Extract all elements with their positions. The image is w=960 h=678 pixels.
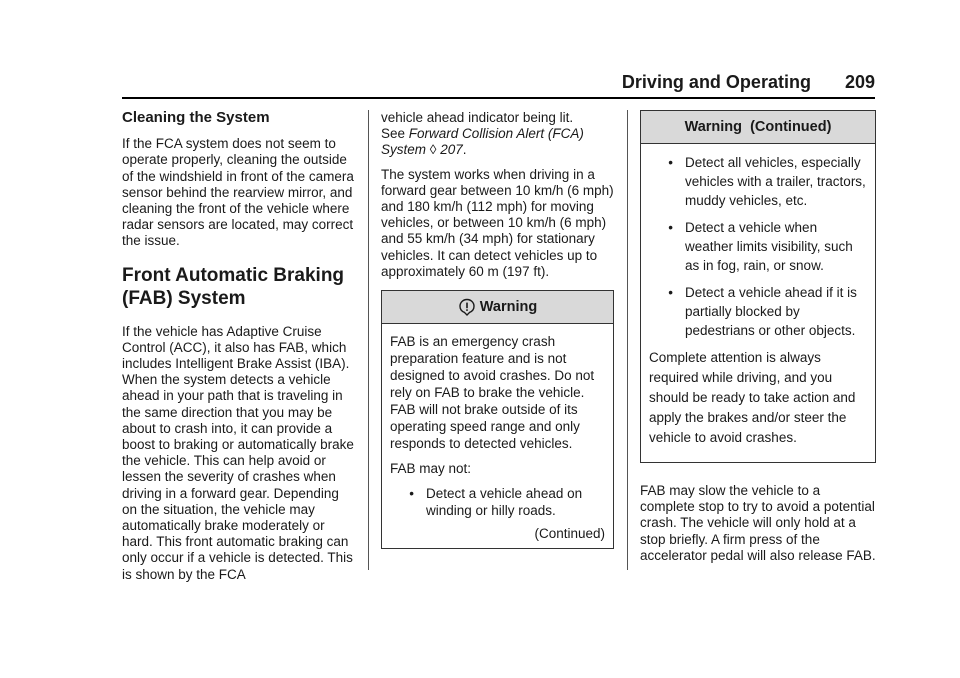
page-header: [122, 72, 875, 96]
page-number: 209: [844, 72, 875, 92]
warning-header: [382, 291, 613, 324]
xref-title: Forward Collision Alert (FCA) System: [381, 126, 584, 158]
column-2: [381, 110, 614, 549]
section-title: Driving and Operating: [621, 72, 811, 92]
list-item-text: Detect a vehicle when weather limits visibility, such as in fog, rain, or snow.: [685, 220, 853, 273]
warning-title: Warning: [479, 298, 538, 315]
paragraph-speed-range: The system works when driving in a forward gear between 10 km/h (6 mph) and 180 km/h (112 mph) for moving vehicles, or between 10 km/h (6 mph) and 55 km/h (34 mph) for stationary vehicles. It can detect vehicles up to approximately 60 m (197 ft).: [381, 166, 614, 279]
heading-fab-line-2: (FAB) System: [122, 287, 246, 309]
xref-period: .: [462, 142, 467, 158]
bullet-icon: •: [409, 486, 414, 502]
bullet-icon: •: [668, 155, 673, 170]
continued-text: vehicle ahead indicator being lit.: [381, 110, 574, 125]
list-item-text: Detect all vehicles, especially vehicles with a trailer, tractors, muddy vehicles, etc.: [685, 155, 866, 208]
bullet-icon: •: [668, 285, 673, 300]
list-item: [649, 218, 867, 275]
warning-icon: [458, 298, 476, 316]
xref-page: 207: [440, 142, 463, 158]
warning-body-continued: [641, 144, 875, 462]
list-item: [390, 485, 605, 519]
see-label: See: [381, 126, 406, 142]
list-item-text: Detect a vehicle ahead on winding or hilly roads.: [426, 486, 583, 519]
header-rule: [122, 97, 875, 99]
paragraph-fab-stop: FAB may slow the vehicle to a complete stop to try to avoid a potential crash. The vehicle will only hold at a stop briefly. A firm press of the accelerator pedal will also release FAB.: [640, 483, 876, 563]
warning-box: [381, 290, 614, 549]
warning-closing: Complete attention is always required while driving, and you should be ready to take action and apply the brakes and/or steer the vehicle to avoid crashes.: [649, 350, 856, 445]
list-item: [649, 283, 867, 340]
list-item: [649, 153, 867, 210]
warning-body: [382, 324, 613, 548]
warning-title-continued: Warning (Continued): [684, 118, 832, 135]
paragraph-continued: [381, 110, 614, 159]
column-divider-1: [368, 110, 369, 570]
warning-paragraph: FAB is an emergency crash preparation feature and is not designed to avoid crashes. Do not rely on FAB to brake the vehicle. FAB will not brake outside of its operating speed range and only responds to detected vehicles.: [390, 334, 595, 452]
heading-fab: [122, 264, 357, 310]
continued-label: (Continued): [534, 526, 605, 542]
cross-reference-link[interactable]: [381, 126, 584, 157]
heading-fab-line-1: Front Automatic Braking: [122, 264, 345, 286]
paragraph-fab-intro: If the vehicle has Adaptive Cruise Control (ACC), it also has FAB, which includes Intelligent Brake Assist (IBA). When the system detects a vehicle ahead in your path that is traveling in the same direction that you may be about to crash into, it can provide a boost to braking or automatically brake the vehicle. This can help avoid or lessen the severity of crashes when driving in a forward gear. Depending on the situation, the vehicle may automatically brake moderately or hard. This front automatic braking can only occur if a vehicle is detected. This is shown by the FCA: [122, 323, 354, 582]
page-ref-icon: ◊: [429, 142, 437, 158]
column-divider-2: [627, 110, 628, 570]
heading-cleaning-system: Cleaning the System: [122, 109, 270, 126]
warning-may-not: FAB may not:: [390, 461, 472, 477]
paragraph-cleaning: If the FCA system does not seem to operate properly, cleaning the outside of the windshield in front of the camera sensor behind the rearview mirror, and cleaning the front of the vehicle where radar sensors are located, may correct the issue.: [122, 136, 354, 249]
column-1: [122, 110, 357, 591]
warning-header-continued: [641, 111, 875, 144]
column-3: [640, 110, 876, 572]
list-item-text: Detect a vehicle ahead if it is partially blocked by pedestrians or other objects.: [685, 285, 857, 338]
bullet-icon: •: [668, 220, 673, 235]
warning-box-continued: [640, 110, 876, 463]
